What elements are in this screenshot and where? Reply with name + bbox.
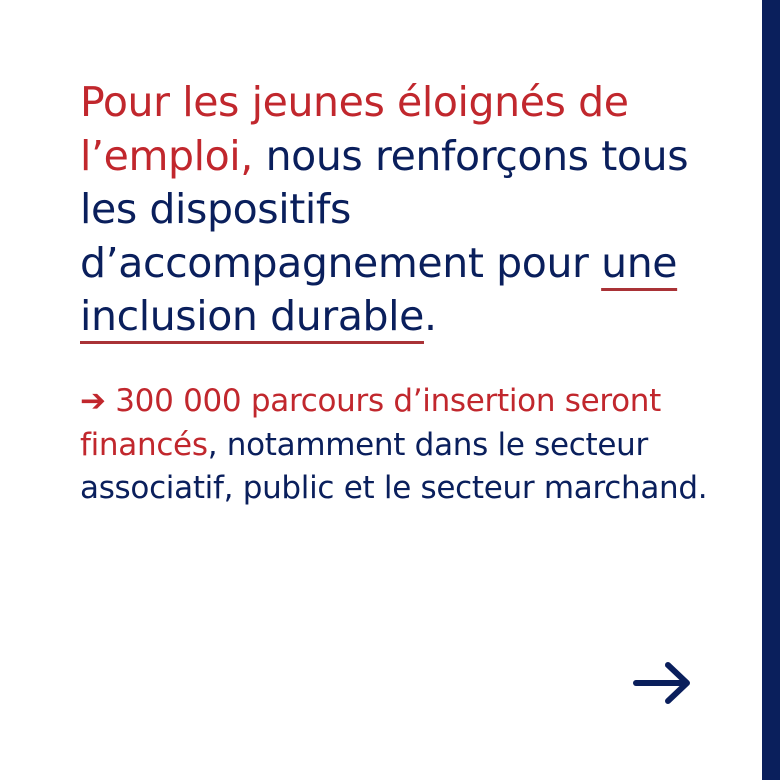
headline	[80, 76, 720, 344]
stat-paragraph	[80, 380, 720, 511]
stat-text: , notamment dans le secteur associatif, public et le secteur marchand.	[80, 426, 708, 506]
stat-highlight: 300 000 parcours d’insertion seront financés	[80, 383, 661, 463]
headline-underlined-text: une inclusion durable	[80, 238, 678, 340]
stat-arrow-icon: ➔	[80, 383, 106, 419]
arrow-right-icon[interactable]	[632, 660, 692, 706]
right-accent-bar	[762, 0, 780, 780]
headline-highlight: Pour les jeunes éloignés de l’emploi,	[80, 78, 629, 180]
headline-period: .	[423, 292, 437, 340]
headline-text: nous renforçons tous les dispositifs d’accompagnement pour	[80, 131, 689, 287]
